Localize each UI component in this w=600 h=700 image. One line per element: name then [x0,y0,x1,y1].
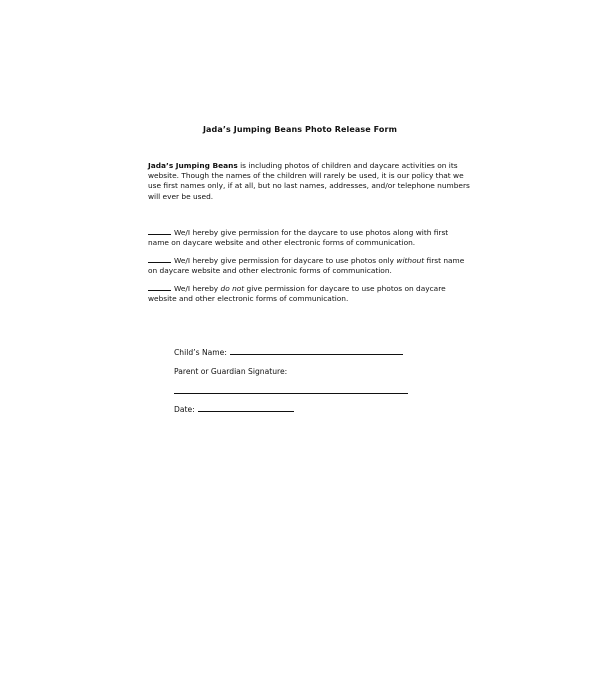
option-text-after: first name on daycare website and other electronic forms of communication. [148,256,465,275]
option-checkbox-blank[interactable] [148,255,171,263]
date-label: Date: [174,405,195,414]
option-text: We/I hereby give permission for the daycare to use photos along with first name on daycare website and other electronic forms of communication. [148,228,449,247]
parent-signature-label: Parent or Guardian Signature: [174,367,288,376]
child-name-field [174,347,403,358]
date-field [174,404,294,415]
child-name-input-line[interactable] [230,347,403,355]
option-checkbox-blank[interactable] [148,283,171,291]
option-checkbox-blank[interactable] [148,227,171,235]
option-text-before: We/I hereby give permission for daycare to use photos only [174,256,397,265]
form-title: Jada’s Jumping Beans Photo Release Form [202,125,398,134]
option-emphasis: do not [220,284,245,293]
parent-signature-field [174,367,287,377]
permission-option-without-name [148,255,468,275]
intro-text: is including photos of children and daycare activities on its website. Though the names of the children will rarely be used, it is our policy that we use first names only, if at all, but no last names, addresses, and/or telephone numbers will ever be used. [148,161,470,201]
permission-option-with-name [148,227,468,247]
business-name: Jada’s Jumping Beans [148,161,238,170]
intro-paragraph [148,161,478,202]
option-text-after: give permission for daycare to use photos on daycare website and other electronic forms of communication. [148,284,446,303]
signature-input-line[interactable] [174,393,408,394]
option-emphasis: without [396,256,425,265]
option-text-before: We/I hereby [174,284,221,293]
permission-option-deny [148,283,468,303]
date-input-line[interactable] [198,404,294,412]
child-name-label: Child’s Name: [174,348,227,357]
